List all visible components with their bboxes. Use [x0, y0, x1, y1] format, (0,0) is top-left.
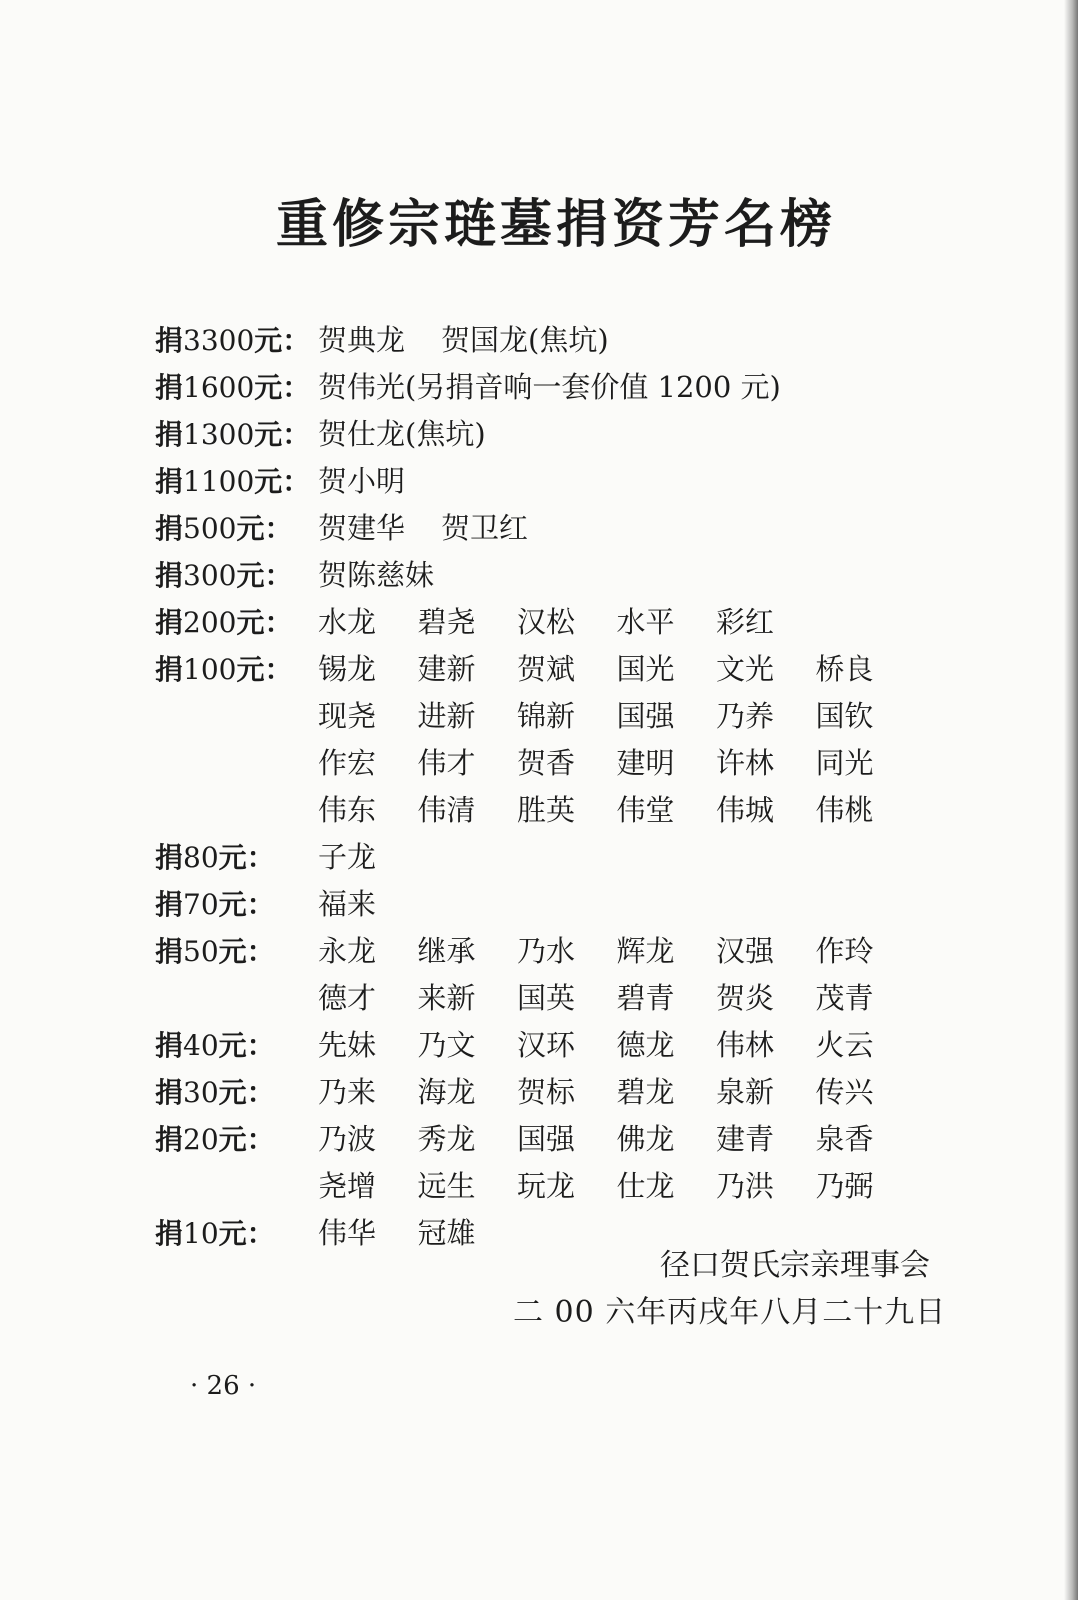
- donation-tier: [155, 458, 955, 505]
- donor-row: [318, 975, 915, 1022]
- tier-amount-label: [155, 1116, 318, 1163]
- issue-date: 二 00 六年丙戌年八月二十九日: [513, 1295, 947, 1330]
- donor-name: 贺斌: [517, 652, 576, 686]
- donor-name: 仕龙: [616, 1169, 675, 1203]
- donor-name: 碧龙: [616, 1075, 675, 1109]
- donor-row: [318, 834, 418, 881]
- donor-names: [318, 505, 564, 552]
- donor-name: 永龙: [318, 934, 377, 968]
- donor-name: 伟桃: [815, 793, 874, 827]
- donor-name: 贺国龙(焦坑): [441, 323, 609, 357]
- donor-names: [318, 1069, 915, 1116]
- tier-amount: 100: [183, 653, 237, 686]
- donor-row: [318, 364, 817, 411]
- donor-name: 作玲: [815, 934, 874, 968]
- page-title: 重修宗琏墓捐资芳名榜: [276, 195, 837, 255]
- tier-prefix: 捐: [155, 841, 184, 874]
- donor-name: 继承: [417, 934, 476, 968]
- donor-name: 贺建华: [318, 511, 406, 545]
- donor-name: 泉香: [815, 1122, 874, 1156]
- tier-amount: 20: [183, 1123, 219, 1156]
- donor-row: [318, 1163, 915, 1210]
- donor-row: [318, 411, 522, 458]
- donor-names: [318, 1210, 517, 1257]
- donor-name: 许林: [716, 746, 775, 780]
- tier-unit: 元：: [218, 1123, 275, 1156]
- donor-row: [318, 787, 915, 834]
- donor-name: 秀龙: [417, 1122, 476, 1156]
- donor-row: [318, 1022, 915, 1069]
- tier-prefix: 捐: [155, 606, 184, 639]
- donor-name: 贺标: [517, 1075, 576, 1109]
- tier-unit: 元：: [218, 841, 275, 874]
- donor-names: [318, 834, 418, 881]
- donor-name: 建明: [616, 746, 675, 780]
- tier-amount: 1300: [183, 418, 255, 451]
- tier-amount-label: [155, 834, 318, 881]
- donor-names: [318, 317, 645, 364]
- donor-name: 贺炎: [716, 981, 775, 1015]
- donation-tier: [155, 552, 955, 599]
- tier-amount: 500: [183, 512, 237, 545]
- donor-names: [318, 1116, 915, 1210]
- tier-amount-label: [155, 458, 318, 505]
- donor-name: 乃文: [417, 1028, 476, 1062]
- donor-name: 泉新: [716, 1075, 775, 1109]
- tier-amount-label: [155, 881, 318, 928]
- page-number: · 26 ·: [190, 1371, 257, 1401]
- donor-list: [155, 317, 955, 1257]
- tier-amount-label: [155, 317, 318, 364]
- donor-name: 锦新: [517, 699, 576, 733]
- donor-name: 贺卫红: [441, 511, 529, 545]
- tier-unit: 元：: [218, 888, 275, 921]
- donor-names: [318, 928, 915, 1022]
- donor-name: 来新: [417, 981, 476, 1015]
- tier-amount: 80: [183, 841, 219, 874]
- tier-prefix: 捐: [155, 935, 184, 968]
- donation-tier: [155, 411, 955, 458]
- donor-name: 作宏: [318, 746, 377, 780]
- donor-name: 乃波: [318, 1122, 377, 1156]
- donor-name: 伟才: [417, 746, 476, 780]
- donation-tier: [155, 364, 955, 411]
- donor-name: 碧青: [616, 981, 675, 1015]
- donor-name: 彩红: [716, 605, 775, 639]
- donor-name: 贺典龙: [318, 323, 406, 357]
- donor-name: 贺小明: [318, 464, 406, 498]
- tier-amount-label: [155, 599, 318, 646]
- tier-amount: 40: [183, 1029, 219, 1062]
- donation-tier: [155, 1116, 955, 1210]
- donor-names: [318, 881, 418, 928]
- donor-name: 乃洪: [716, 1169, 775, 1203]
- tier-amount-label: [155, 411, 318, 458]
- donor-name: 茂青: [815, 981, 874, 1015]
- tier-unit: 元：: [254, 418, 311, 451]
- donor-name: 乃水: [517, 934, 576, 968]
- donor-name: 乃弼: [815, 1169, 874, 1203]
- donor-row: [318, 552, 470, 599]
- donor-names: [318, 552, 470, 599]
- tier-prefix: 捐: [155, 371, 184, 404]
- donation-tier: [155, 881, 955, 928]
- tier-amount: 70: [183, 888, 219, 921]
- donor-name: 伟华: [318, 1216, 377, 1250]
- donor-name: 锡龙: [318, 652, 377, 686]
- tier-prefix: 捐: [155, 324, 184, 357]
- donor-name: 辉龙: [616, 934, 675, 968]
- donation-tier: [155, 1022, 955, 1069]
- tier-amount-label: [155, 364, 318, 411]
- tier-amount: 10: [183, 1217, 219, 1250]
- donor-row: [318, 1069, 915, 1116]
- donor-name: 汉环: [517, 1028, 576, 1062]
- donor-name: 现尧: [318, 699, 377, 733]
- tier-amount-label: [155, 928, 318, 975]
- donor-names: [318, 599, 816, 646]
- donor-name: 乃来: [318, 1075, 377, 1109]
- tier-unit: 元：: [236, 606, 293, 639]
- donor-name: 桥良: [815, 652, 874, 686]
- tier-unit: 元：: [218, 1029, 275, 1062]
- tier-amount: 1100: [183, 465, 255, 498]
- donor-name: 冠雄: [417, 1216, 476, 1250]
- tier-amount: 1600: [183, 371, 255, 404]
- donor-name: 火云: [815, 1028, 874, 1062]
- scan-shadow-edge: [1064, 0, 1078, 1600]
- tier-prefix: 捐: [155, 1029, 184, 1062]
- donor-row: [318, 646, 915, 693]
- donor-name: 德才: [318, 981, 377, 1015]
- donor-name: 贺陈慈妹: [318, 558, 435, 592]
- tier-unit: 元：: [218, 1217, 275, 1250]
- donor-name: 伟东: [318, 793, 377, 827]
- tier-unit: 元：: [218, 1076, 275, 1109]
- donor-row: [318, 1210, 517, 1257]
- tier-prefix: 捐: [155, 418, 184, 451]
- tier-amount-label: [155, 552, 318, 599]
- donor-name: 尧增: [318, 1169, 377, 1203]
- donor-name: 玩龙: [517, 1169, 576, 1203]
- donor-name: 海龙: [417, 1075, 476, 1109]
- donor-name: 伟堂: [616, 793, 675, 827]
- donor-name: 国强: [517, 1122, 576, 1156]
- tier-amount: 200: [183, 606, 237, 639]
- donor-name: 贺仕龙(焦坑): [318, 417, 486, 451]
- donor-name: 远生: [417, 1169, 476, 1203]
- donor-name: 水龙: [318, 605, 377, 639]
- tier-prefix: 捐: [155, 1123, 184, 1156]
- donor-name: 德龙: [616, 1028, 675, 1062]
- donation-tier: [155, 834, 955, 881]
- donation-tier: [155, 317, 955, 364]
- donor-name: 文光: [716, 652, 775, 686]
- tier-amount-label: [155, 1022, 318, 1069]
- donor-row: [318, 693, 915, 740]
- tier-amount-label: [155, 1069, 318, 1116]
- tier-amount: 300: [183, 559, 237, 592]
- donor-name: 乃养: [716, 699, 775, 733]
- tier-amount: 30: [183, 1076, 219, 1109]
- donor-name: 胜英: [517, 793, 576, 827]
- donor-name: 国光: [616, 652, 675, 686]
- tier-amount: 50: [183, 935, 219, 968]
- donor-name: 建新: [417, 652, 476, 686]
- donor-row: [318, 317, 645, 364]
- donor-row: [318, 881, 418, 928]
- donation-tier: [155, 1069, 955, 1116]
- tier-prefix: 捐: [155, 653, 184, 686]
- tier-amount-label: [155, 646, 318, 693]
- donor-names: [318, 364, 817, 411]
- donor-name: 伟城: [716, 793, 775, 827]
- donor-name: 子龙: [318, 840, 377, 874]
- donor-name: 碧尧: [417, 605, 476, 639]
- donor-names: [318, 458, 441, 505]
- donor-name: 福来: [318, 887, 377, 921]
- donor-row: [318, 1116, 915, 1163]
- donor-name: 佛龙: [616, 1122, 675, 1156]
- tier-prefix: 捐: [155, 512, 184, 545]
- donor-name: 建青: [716, 1122, 775, 1156]
- donor-names: [318, 411, 522, 458]
- tier-unit: 元：: [218, 935, 275, 968]
- tier-prefix: 捐: [155, 888, 184, 921]
- donor-row: [318, 599, 816, 646]
- donor-name: 传兴: [815, 1075, 874, 1109]
- tier-unit: 元：: [236, 653, 293, 686]
- donor-name: 进新: [417, 699, 476, 733]
- donation-tier: [155, 646, 955, 834]
- donor-name: 贺伟光(另捐音响一套价值 1200 元): [318, 370, 781, 404]
- donor-row: [318, 458, 441, 505]
- tier-unit: 元：: [236, 559, 293, 592]
- donor-names: [318, 646, 915, 834]
- donor-row: [318, 505, 564, 552]
- donation-tier: [155, 928, 955, 1022]
- donor-row: [318, 928, 915, 975]
- tier-unit: 元：: [254, 465, 311, 498]
- tier-prefix: 捐: [155, 1076, 184, 1109]
- tier-amount: 3300: [183, 324, 255, 357]
- donation-tier: [155, 599, 955, 646]
- tier-unit: 元：: [236, 512, 293, 545]
- tier-unit: 元：: [254, 371, 311, 404]
- donor-name: 先妹: [318, 1028, 377, 1062]
- donor-name: 国英: [517, 981, 576, 1015]
- donor-name: 国钦: [815, 699, 874, 733]
- donor-name: 汉松: [517, 605, 576, 639]
- donor-names: [318, 1022, 915, 1069]
- tier-prefix: 捐: [155, 1217, 184, 1250]
- donor-name: 同光: [815, 746, 874, 780]
- donor-name: 水平: [616, 605, 675, 639]
- tier-amount-label: [155, 1210, 318, 1257]
- donor-name: 伟清: [417, 793, 476, 827]
- donor-name: 国强: [616, 699, 675, 733]
- donation-tier: [155, 505, 955, 552]
- donor-row: [318, 740, 915, 787]
- organizer-signature: 径口贺氏宗亲理事会: [660, 1248, 930, 1283]
- donor-name: 贺香: [517, 746, 576, 780]
- tier-prefix: 捐: [155, 465, 184, 498]
- tier-unit: 元：: [254, 324, 311, 357]
- tier-prefix: 捐: [155, 559, 184, 592]
- tier-amount-label: [155, 505, 318, 552]
- donor-name: 伟林: [716, 1028, 775, 1062]
- donor-name: 汉强: [716, 934, 775, 968]
